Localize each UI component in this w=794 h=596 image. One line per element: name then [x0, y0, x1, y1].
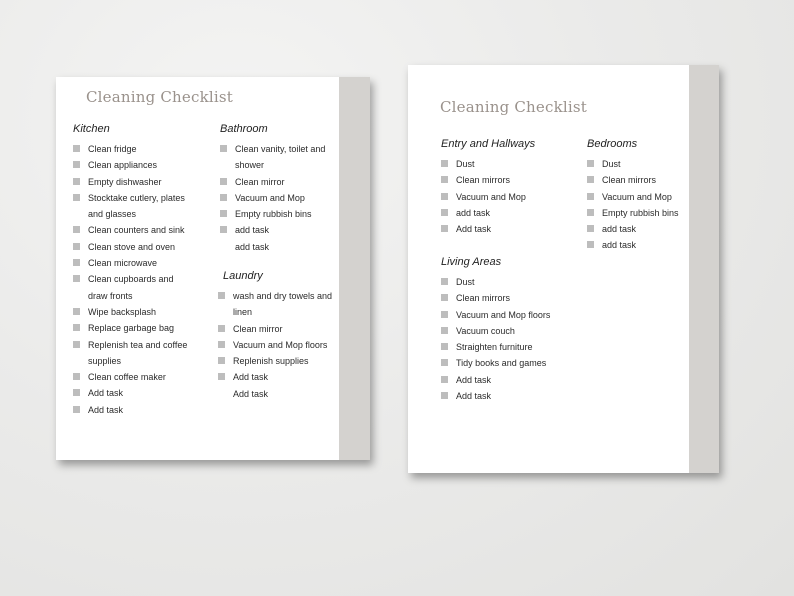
section-title-living-areas: Living Areas: [441, 256, 502, 268]
checklist-item: [441, 290, 581, 306]
sheet-side-band: [339, 77, 370, 460]
checklist-item-label: Add task: [88, 388, 124, 399]
checklist-item-label: Replenish supplies: [233, 356, 309, 367]
checkbox-square-icon[interactable]: [73, 406, 80, 413]
checklist-item: [73, 402, 195, 418]
checklist-item-label: wash and dry towels and linen: [233, 291, 333, 318]
checklist-item: [73, 239, 195, 255]
checklist-entry-hallways: [441, 156, 576, 237]
checklist-item-label: Vacuum and Mop: [235, 192, 305, 203]
checkbox-square-icon[interactable]: [441, 311, 448, 318]
checklist-item-label: add task: [602, 224, 637, 235]
checklist-bedrooms: [587, 156, 692, 254]
checkbox-square-icon[interactable]: [587, 225, 594, 232]
checkbox-square-icon[interactable]: [73, 161, 80, 168]
checklist-sheet-left: [56, 77, 370, 460]
checklist-item: [441, 355, 581, 371]
section-title-bathroom: Bathroom: [220, 123, 268, 135]
section-title-entry-hallways: Entry and Hallways: [441, 138, 536, 150]
checklist-item: [587, 189, 692, 205]
checklist-item-label: Clean stove and oven: [88, 241, 176, 252]
checklist-item-label: Clean mirrors: [456, 175, 511, 186]
checklist-item: [441, 172, 576, 188]
checkbox-square-icon[interactable]: [441, 160, 448, 167]
checklist-item-label: Empty rubbish bins: [602, 207, 679, 218]
checklist-item: [441, 372, 581, 388]
checkbox-square-icon[interactable]: [73, 373, 80, 380]
checklist-bathroom: [220, 141, 336, 255]
checklist-item-label: Clean mirrors: [602, 175, 657, 186]
checklist-item-label: Clean coffee maker: [88, 372, 166, 383]
checkbox-square-icon[interactable]: [441, 327, 448, 334]
checkbox-square-icon[interactable]: [220, 194, 227, 201]
checkbox-square-icon[interactable]: [218, 292, 225, 299]
checklist-item-label: Replenish tea and coffee supplies: [88, 339, 188, 366]
checklist-item-label: Add task: [88, 404, 124, 415]
checklist-item-label: Tidy books and games: [456, 358, 547, 369]
checkbox-square-icon[interactable]: [73, 308, 80, 315]
checklist-item: [441, 307, 581, 323]
checklist-laundry: [218, 288, 338, 402]
checklist-item-label: Empty rubbish bins: [235, 209, 312, 220]
checklist-item-label: Clean microwave: [88, 258, 158, 269]
checklist-item-label: Straighten furniture: [456, 342, 533, 353]
checklist-item: [220, 222, 336, 238]
checklist-item-label: Add task: [233, 388, 269, 399]
checkbox-square-icon[interactable]: [441, 278, 448, 285]
checklist-item-label: Vacuum couch: [456, 325, 515, 336]
checklist-item: [73, 271, 195, 304]
checklist-item-label: Dust: [602, 159, 621, 169]
entry-hallways-section: [441, 136, 576, 237]
checkbox-square-icon[interactable]: [587, 241, 594, 248]
checkbox-square-icon[interactable]: [587, 160, 594, 167]
checkbox-square-icon[interactable]: [73, 194, 80, 201]
checkbox-square-icon[interactable]: [220, 226, 227, 233]
checkbox-square-icon[interactable]: [218, 341, 225, 348]
checkbox-spacer: [218, 390, 225, 397]
checkbox-square-icon[interactable]: [441, 343, 448, 350]
checklist-item: [441, 339, 581, 355]
living-areas-section: [441, 254, 581, 404]
checklist-item: [441, 221, 576, 237]
checklist-item-label: Clean counters and sink: [88, 225, 185, 236]
checklist-item-label: Wipe backsplash: [88, 306, 157, 317]
checkbox-square-icon[interactable]: [218, 357, 225, 364]
checklist-item-label: Clean mirrors: [456, 293, 511, 304]
checklist-item-label: Empty dishwasher: [88, 176, 162, 187]
checkbox-square-icon[interactable]: [73, 275, 80, 282]
checkbox-square-icon[interactable]: [220, 210, 227, 217]
checklist-item-label: add task: [235, 241, 270, 252]
checklist-item-label: Clean cupboards and draw fronts: [88, 274, 174, 301]
checklist-item: [218, 321, 338, 337]
checklist-item-label: Clean appliances: [88, 160, 158, 171]
checklist-item: [587, 237, 692, 253]
checkbox-square-icon[interactable]: [587, 209, 594, 216]
checklist-item: [441, 189, 576, 205]
sheet-side-band: [689, 65, 719, 473]
laundry-section: [218, 268, 338, 402]
checkbox-square-icon[interactable]: [441, 376, 448, 383]
checklist-item-label: Dust: [456, 159, 475, 169]
checkbox-square-icon[interactable]: [218, 373, 225, 380]
checklist-item-label: Dust: [456, 277, 475, 287]
sheet-title: Cleaning Checklist: [86, 88, 234, 106]
checkbox-square-icon[interactable]: [73, 226, 80, 233]
checklist-item: [73, 320, 195, 336]
checklist-sheet-right: [408, 65, 719, 473]
checklist-item: [220, 190, 336, 206]
checklist-item-label: Clean vanity, toilet and shower: [235, 144, 326, 171]
checkbox-square-icon[interactable]: [441, 392, 448, 399]
checklist-living-areas: [441, 274, 581, 404]
checklist-item-label: Add task: [456, 374, 492, 385]
checkbox-square-icon[interactable]: [73, 389, 80, 396]
checklist-item-label: Vacuum and Mop floors: [233, 339, 328, 350]
checklist-item: [73, 157, 195, 173]
checklist-kitchen: [73, 141, 195, 418]
checklist-item: [220, 174, 336, 190]
checklist-item-label: Vacuum and Mop floors: [456, 309, 551, 320]
checklist-item: [220, 206, 336, 222]
checklist-item-label: Vacuum and Mop: [602, 191, 672, 202]
checklist-item-label: Clean mirror: [233, 323, 283, 334]
checklist-item: [587, 172, 692, 188]
checklist-item: [73, 385, 195, 401]
checklist-item: [73, 174, 195, 190]
section-title-kitchen: Kitchen: [73, 123, 110, 135]
checkbox-square-icon[interactable]: [587, 193, 594, 200]
checkbox-square-icon[interactable]: [73, 324, 80, 331]
checkbox-square-icon[interactable]: [220, 178, 227, 185]
checklist-item: [73, 369, 195, 385]
checklist-item: [220, 239, 336, 255]
checklist-item: [441, 388, 581, 404]
checkbox-square-icon[interactable]: [441, 225, 448, 232]
checkbox-spacer: [220, 243, 227, 250]
checklist-item-label: Add task: [233, 372, 269, 383]
checklist-item: [218, 386, 338, 402]
checkbox-square-icon[interactable]: [218, 325, 225, 332]
checklist-item: [73, 255, 195, 271]
checklist-item: [73, 141, 195, 157]
checklist-item: [73, 222, 195, 238]
checklist-item-label: add task: [456, 207, 491, 218]
checklist-item-label: add task: [235, 225, 270, 236]
checkbox-square-icon[interactable]: [73, 341, 80, 348]
checklist-item: [218, 369, 338, 385]
checkbox-square-icon[interactable]: [441, 209, 448, 216]
checkbox-square-icon[interactable]: [73, 243, 80, 250]
checklist-item-label: Vacuum and Mop: [456, 191, 526, 202]
bedrooms-section: [587, 136, 692, 254]
checklist-item: [441, 274, 581, 290]
checkbox-square-icon[interactable]: [73, 145, 80, 152]
checkbox-square-icon[interactable]: [587, 176, 594, 183]
checklist-item-label: Add task: [456, 391, 492, 402]
checkbox-square-icon[interactable]: [441, 359, 448, 366]
checkbox-square-icon[interactable]: [73, 259, 80, 266]
checklist-item: [587, 156, 692, 172]
checkbox-square-icon[interactable]: [220, 145, 227, 152]
checklist-item: [73, 304, 195, 320]
checkbox-square-icon[interactable]: [73, 178, 80, 185]
checkbox-square-icon[interactable]: [441, 294, 448, 301]
section-title-bedrooms: Bedrooms: [587, 138, 638, 150]
checklist-item: [587, 221, 692, 237]
sheet-title: Cleaning Checklist: [440, 98, 588, 116]
checklist-item-label: Add task: [456, 224, 492, 235]
checkbox-square-icon[interactable]: [441, 193, 448, 200]
checkbox-square-icon[interactable]: [441, 176, 448, 183]
kitchen-section: [73, 121, 195, 418]
checklist-item-label: Clean fridge: [88, 144, 137, 154]
checklist-item-label: Clean mirror: [235, 176, 285, 187]
section-title-laundry: Laundry: [223, 270, 263, 282]
checklist-item: [441, 205, 576, 221]
checklist-item: [218, 353, 338, 369]
checklist-item-label: add task: [602, 240, 637, 251]
checklist-item: [220, 141, 336, 174]
checklist-item-label: Replace garbage bag: [88, 323, 175, 334]
checklist-item: [587, 205, 692, 221]
checklist-item: [218, 288, 338, 321]
checklist-item-label: Stocktake cutlery, plates and glasses: [88, 192, 185, 220]
checklist-item: [73, 337, 195, 370]
checklist-item: [441, 323, 581, 339]
checklist-item: [441, 156, 576, 172]
checklist-item: [218, 337, 338, 353]
bathroom-section: [220, 121, 336, 255]
checklist-item: [73, 190, 195, 223]
